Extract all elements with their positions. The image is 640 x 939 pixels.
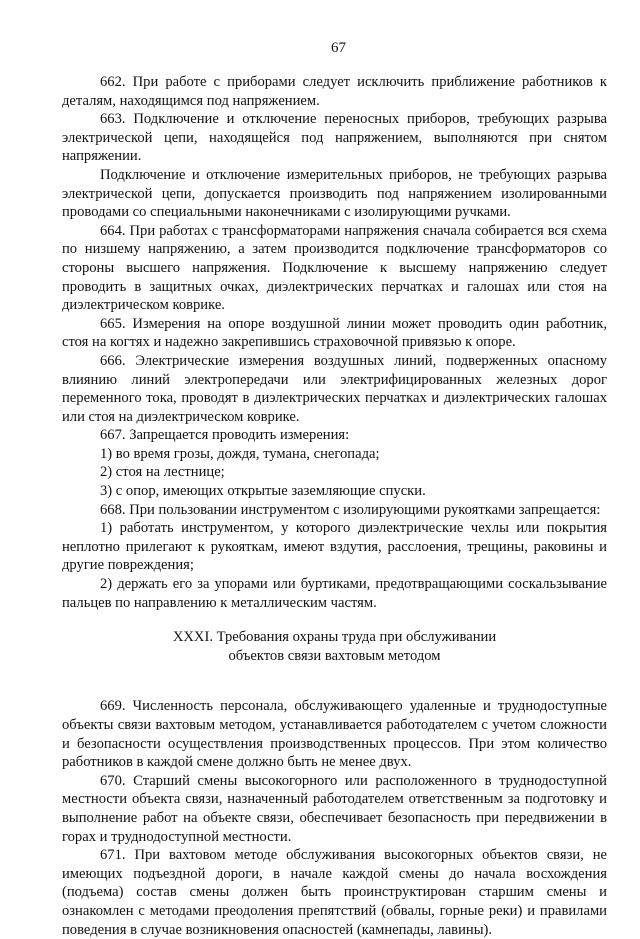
paragraph-662: 662. При работе с приборами следует исключить приближение работников к деталям, находящимся под напряжением.: [62, 74, 607, 109]
paragraph-663: 663. Подключение и отключение переносных приборов, требующих разрыва электрической цепи, находящейся под напряжением, выполняются при снятом напряжении.: [62, 111, 607, 165]
paragraph-668: 668. При пользовании инструментом с изолирующими рукоятками запрещается:: [100, 501, 601, 518]
paragraph-663-continued: Подключение и отключение измерительных приборов, не требующих разрыва электрической цепи, допускается производить под напряжением изолированными проводами со специальными наконечниками с изолирующими ручками.: [62, 166, 607, 221]
paragraph-667: 667. Запрещается проводить измерения:: [100, 427, 350, 444]
list-item-668-1: 1) работать инструментом, у которого диэлектрические чехлы или покрытия неплотно прилегают к рукояткам, имеют вздутия, расслоения, трещины, раковины и другие повреждения;: [62, 520, 607, 574]
list-item-667-1: 1) во время грозы, дождя, тумана, снегопада;: [100, 445, 380, 462]
page-number: 67: [331, 40, 346, 56]
paragraph-669: 669. Численность персонала, обслуживающего удаленные и труднодоступные объекты связи вахтовым методом, устанавливается работодателем с учетом сложности и безопасности осуществления производственных процессов. При этом количество работников в каждой смене должно быть не менее двух.: [62, 698, 607, 771]
section-heading: [62, 628, 607, 665]
list-item-667-2: 2) стоя на лестнице;: [100, 464, 225, 481]
paragraphs-after-section: [62, 697, 607, 939]
paragraph-664: 664. При работах с трансформаторами напряжения сначала собирается вся схема по низшему напряжению, а затем производится подключение трансформаторов со стороны высшего напряжения. Подключение к высшему напряжению следует проводить в защитных очках, диэлектрических перчатках и галошах или стоя на диэлектрическом коврике.: [62, 222, 607, 314]
paragraph-670: 670. Старший смены высокогорного или расположенного в труднодоступной местности объекта связи, назначенный работодателем ответственным за подготовку и выполнение работ на объекте связи, обеспечивает безопасность при передвижении в горах и труднодоступной местности.: [62, 772, 607, 845]
paragraph-665: 665. Измерения на опоре воздушной линии может проводить один работник, стоя на когтях и надежно закрепившись страховочной привязью к опоре.: [62, 315, 607, 351]
paragraph-666: 666. Электрические измерения воздушных линий, подверженных опасному влиянию линий электропередачи или электрифицированных железных дорог переменного тока, проводят в диэлектрических перчатках и диэлектрических галошах или стоя на диэлектрическом коврике.: [62, 352, 607, 425]
document-page: [62, 0, 607, 939]
section-heading-line1: XXXI. Требования охраны труда при обслуживании: [172, 629, 497, 646]
paragraph-671: 671. При вахтовом методе обслуживания высокогорных объектов связи, не имеющих подъездной дороги, в начале каждой смены до начала восхождения (подъема) состав смены должен быть проинструктирован старшим смены и ознакомлен с методами преодоления препятствий (обвалы, горные реки) и правилами поведения в случае возникновения опасностей (камнепады, лавины).: [62, 847, 607, 938]
list-item-667-3: 3) с опор, имеющих открытые заземляющие спуски.: [100, 483, 426, 500]
paragraphs-before-section: [62, 73, 607, 612]
list-item-668-2: 2) держать его за упорами или буртиками, предотвращающими соскальзывание пальцев по направлению к металлическим частям.: [62, 576, 607, 611]
section-heading-line2: объектов связи вахтовым методом: [228, 647, 441, 664]
